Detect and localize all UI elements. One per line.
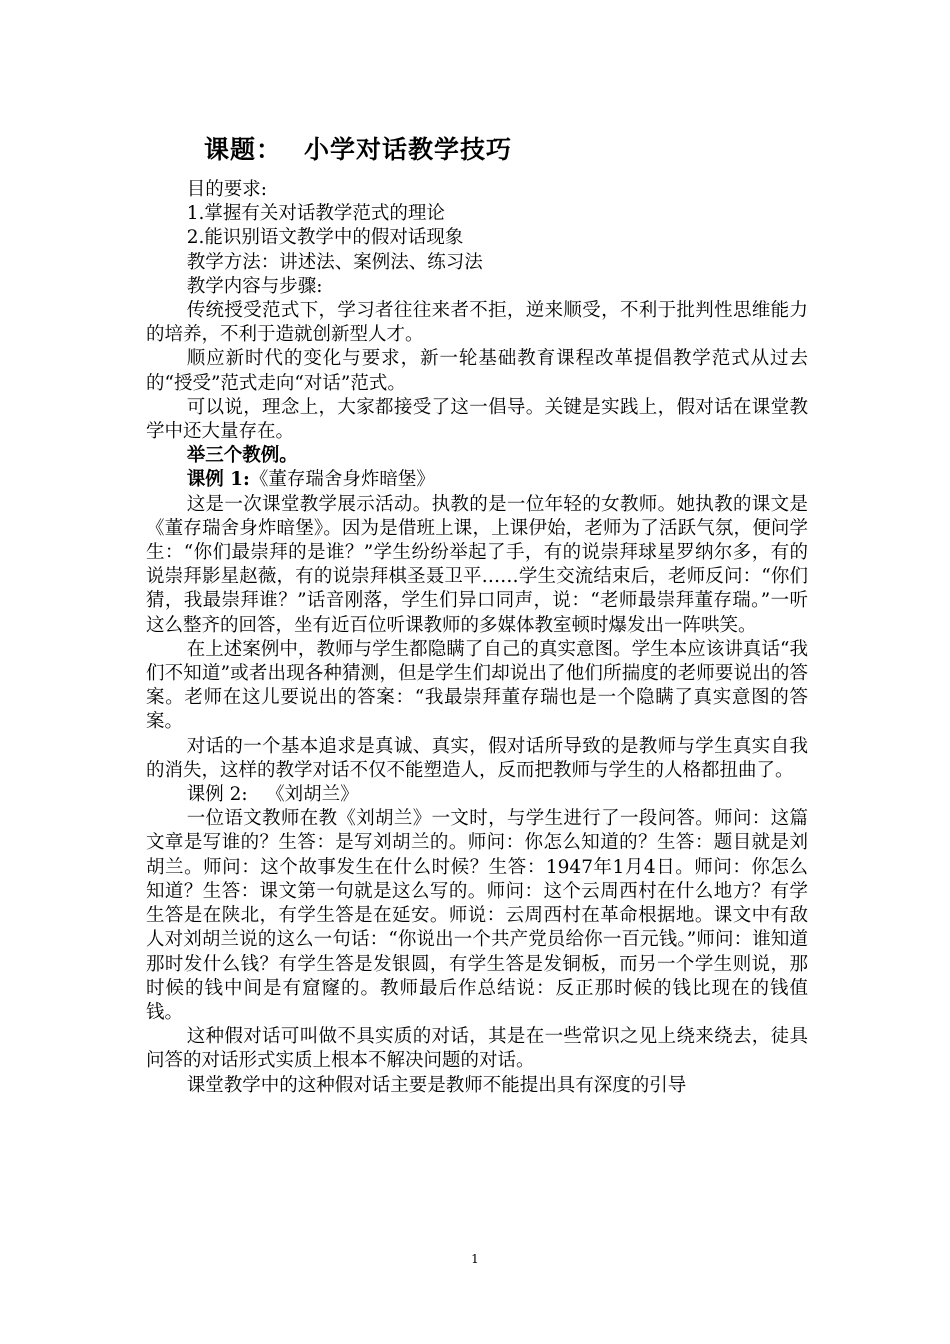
example-1-heading xyxy=(146,468,808,492)
paragraph: 一位语文教师在教《刘胡兰》一文时，与学生进行了一段问答。师问：这篇文章是写谁的？生答：是写刘胡兰的。师问：你怎么知道的？生答：题目就是刘胡兰。师问：这个故事发生在什么时候？生答：1947年1月4日。师问：你怎么知道？生答：课文第一句就是这么写的。师问：这个云周西村在什么地方？有学生答是在陕北，有学生答是在延安。师说：云周西村在革命根据地。课文中有敌人对刘胡兰说的这么一句话：“你说出一个共产党员给你一百元钱。”师问：谁知道那时发什么钱？有学生答是发银圆，有学生答是发铜板，而另一个学生则说，那时候的钱中间是有窟窿的。教师最后作总结说：反正那时候的钱比现在的钱值钱。 xyxy=(146,808,808,1023)
objective-item-2: 2.能识别语文教学中的假对话现象 xyxy=(186,227,464,249)
objective-item-1: 1.掌握有关对话教学范式的理论 xyxy=(186,203,445,225)
page-title xyxy=(146,130,808,170)
paragraph: 可以说，理念上，大家都接受了这一倡导。关键是实践上，假对话在课堂教学中还大量存在。 xyxy=(146,396,808,443)
example-2-heading xyxy=(146,783,808,807)
example-2-label: 课例 2: xyxy=(186,784,248,806)
example-section-heading: 举三个教例。 xyxy=(186,445,298,467)
paragraph: 顺应新时代的变化与要求，新一轮基础教育课程改革提倡教学范式从过去的“授受”范式走向“对话”范式。 xyxy=(146,348,808,394)
title-text: 小学对话教学技巧 xyxy=(304,135,513,164)
paragraph: 这是一次课堂教学展示活动。执教的是一位年轻的女教师。她执教的课文是《董存瑞舍身炸暗堡》。因为是借班上课，上课伊始，老师为了活跃气氛，便问学生：“你们最崇拜的是谁？”学生纷纷举起了手，有的说崇拜球星罗纳尔多，有的说崇拜影星赵薇，有的说崇拜棋圣聂卫平……学生交流结束后，老师反问：“你们猜，我最崇拜谁？”话音刚落，学生们异口同声，说：“老师最崇拜董存瑞。”一听这么整齐的回答，坐有近百位听课教师的多媒体教室顿时爆发出一阵哄笑。 xyxy=(146,493,808,636)
paragraph: 在上述案例中，教师与学生都隐瞒了自己的真实意图。学生本应该讲真话“我们不知道”或者出现各种猜测，但是学生们却说出了他们所揣度的老师要说出的答案。老师在这儿要说出的答案：“我最崇拜董存瑞也是一个隐瞒了真实意图的答案。 xyxy=(146,638,808,733)
document-page xyxy=(146,130,808,1098)
paragraph: 传统授受范式下，学习者往往来者不拒，逆来顺受，不利于批判性思维能力的培养，不利于造就创新型人才。 xyxy=(146,300,808,346)
example-1-title: 《董存瑞舍身炸暗堡》 xyxy=(249,469,435,491)
objectives-heading: 目的要求: xyxy=(186,179,267,200)
paragraph: 课堂教学中的这种假对话主要是教师不能提出具有深度的引导 xyxy=(186,1074,687,1096)
teaching-methods: 教学方法：讲述法、案例法、练习法 xyxy=(186,251,483,273)
page-number: 1 xyxy=(471,1252,479,1266)
title-label: 课题： xyxy=(204,135,283,164)
example-2-title: 《刘胡兰》 xyxy=(266,784,359,806)
paragraph: 对话的一个基本追求是真诚、真实，假对话所导致的是教师与学生真实自我的消失，这样的教学对话不仅不能塑造人，反而把教师与学生的人格都扭曲了。 xyxy=(146,735,808,781)
paragraph: 这种假对话可叫做不具实质的对话，其是在一些常识之见上绕来绕去，徒具问答的对话形式实质上根本不解决问题的对话。 xyxy=(146,1026,808,1072)
example-1-label: 课例 1: xyxy=(186,469,250,491)
content-steps-heading: 教学内容与步骤: xyxy=(186,275,323,297)
